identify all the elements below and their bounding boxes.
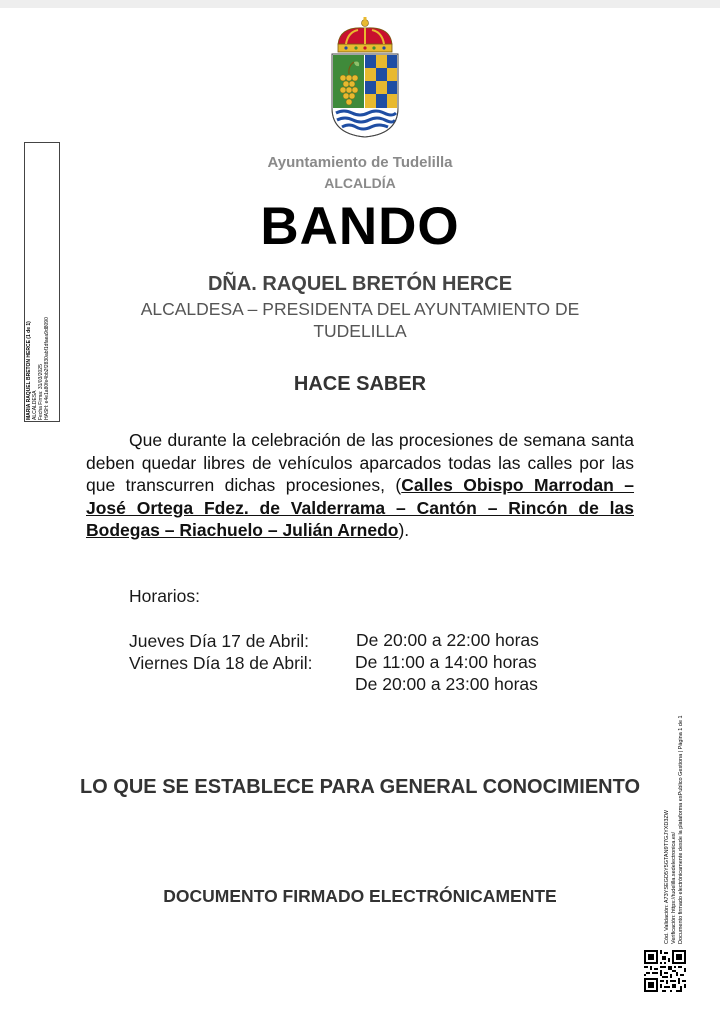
coat-of-arms-icon xyxy=(326,16,404,138)
schedule-day: Jueves Día 17 de Abril: xyxy=(129,631,309,651)
organization-name: Ayuntamiento de Tudelilla xyxy=(267,154,453,171)
department-name: ALCALDÍA xyxy=(324,175,396,191)
signer-role: ALCALDESA – PRESIDENTA DEL AYUNTAMIENTO DE TUDELILLA xyxy=(140,299,580,341)
signature-stamp xyxy=(26,170,56,420)
body-paragraph xyxy=(86,429,634,542)
validation-note: Documento firmado electrónicamente desde la plataforma esPublico Gestiona | Página 1 de 1 xyxy=(678,715,684,944)
stamp-date: Fecha Firma: 31/03/2025 xyxy=(38,364,44,420)
validation-code: Cód. Validación: A73YSEGD5Y5GTAN9T7GJYXD3ZW xyxy=(664,810,670,944)
body-text-after: ). xyxy=(398,520,410,540)
body-text-before: Que durante la celebración de las procesiones de semana santa deben quedar libres de vehículos aparcados todas las calles por las que transcurren dichas procesiones, ( xyxy=(86,430,634,495)
closing-statement: LO QUE SE ESTABLECE PARA GENERAL CONOCIMIENTO xyxy=(79,776,641,798)
schedule-label: Horarios: xyxy=(129,586,200,606)
schedule-day: Viernes Día 18 de Abril: xyxy=(129,653,313,673)
signed-note: DOCUMENTO FIRMADO ELECTRÓNICAMENTE xyxy=(163,886,557,906)
top-bar xyxy=(0,0,720,8)
document-title: BANDO xyxy=(260,197,460,256)
signer-name: DÑA. RAQUEL BRETÓN HERCE xyxy=(207,273,513,295)
validation-url[interactable]: Verificación: https://tudelilla.sedelectronica.es/ xyxy=(671,831,677,944)
stamp-hash: HASH: e4e1a80fe4bb2f2830abf1dfaea9d8090 xyxy=(44,317,50,420)
affected-streets: Calles Obispo Marrodan – José Ortega Fdez. de Valderrama – Cantón – Rincón de las Bodegas – Riachuelo – Julián Arnedo xyxy=(86,475,635,540)
schedule-time: De 20:00 a 22:00 horas xyxy=(356,630,539,650)
schedule-time: De 20:00 a 23:00 horas xyxy=(355,674,538,694)
stamp-role: ALCALDESA xyxy=(32,390,38,420)
schedule-row xyxy=(129,630,355,652)
schedule-time: De 11:00 a 14:00 horas xyxy=(355,652,537,672)
stamp-signer: MARIA RAQUEL BRETON HERCE (1 de 1) xyxy=(26,321,32,420)
validation-info xyxy=(664,639,694,944)
qr-code-icon xyxy=(644,950,686,992)
announcement-heading: HACE SABER xyxy=(293,373,427,395)
schedule-row xyxy=(129,652,355,674)
